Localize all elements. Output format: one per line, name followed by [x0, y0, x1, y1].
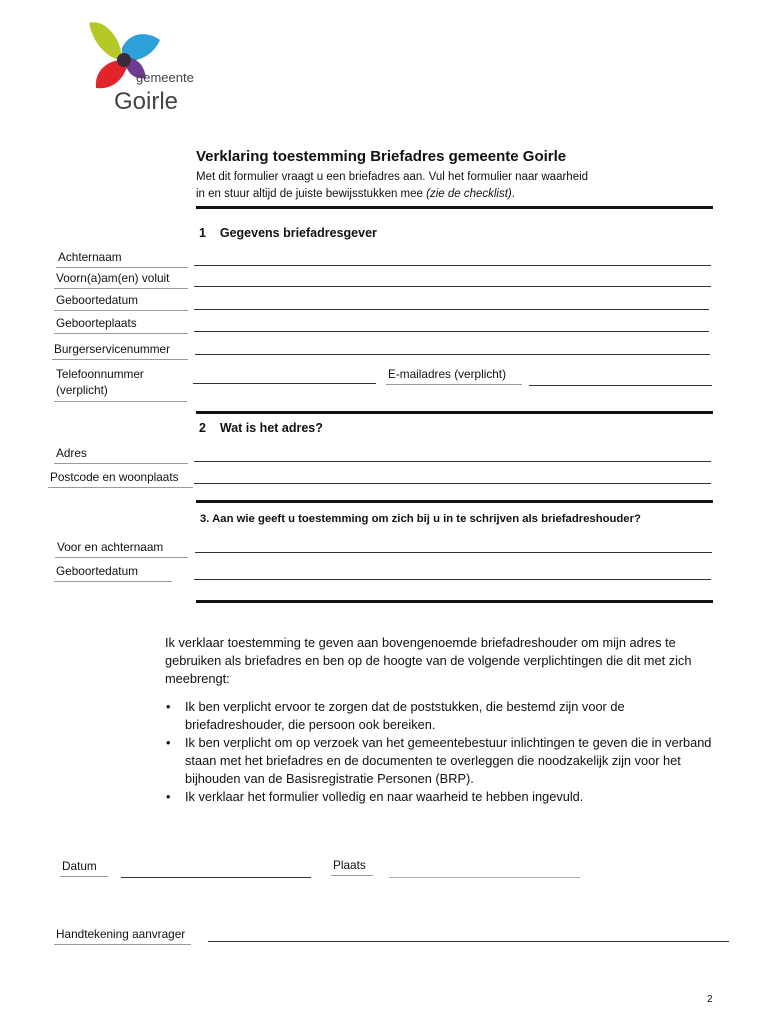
input-geboortedatum[interactable] [194, 309, 709, 310]
label-voor-en-achternaam: Voor en achternaam [55, 540, 188, 558]
intro-text: Met dit formulier vraagt u een briefadres aan. Vul het formulier naar waarheid in en stuur altijd de juiste bewijsstukken mee (zie de checklist). [196, 171, 589, 200]
svg-text:Goirle: Goirle [114, 88, 179, 115]
declaration-text [165, 634, 725, 806]
label-adres: Adres [54, 446, 188, 464]
input-postcode-woonplaats[interactable] [194, 483, 711, 484]
label-achternaam: Achternaam [56, 250, 188, 268]
section-divider [196, 600, 713, 603]
input-handtekening[interactable] [208, 941, 729, 942]
list-item: • Ik ben verplicht ervoor te zorgen dat de poststukken, die bestemd zijn voor de briefadreshouder, die persoon ook bereiken. [185, 698, 725, 734]
page-title: Verklaring toestemming Briefadres gemeente Goirle [196, 148, 567, 165]
input-geboortedatum-houder[interactable] [194, 579, 711, 580]
svg-text:gemeente: gemeente [136, 70, 194, 85]
section-divider [196, 500, 713, 503]
label-geboortedatum: Geboortedatum [54, 293, 188, 311]
obligations-list [165, 698, 725, 806]
input-datum[interactable] [121, 877, 311, 878]
label-emailadres: E-mailadres (verplicht) [386, 367, 522, 385]
label-handtekening: Handtekening aanvrager [54, 927, 191, 945]
list-item: • Ik ben verplicht om op verzoek van het gemeentebestuur inlichtingen te geven die in verband staan met het briefadres en de documenten te overleggen die noodzakelijk zijn voor het bijhouden van de Basisregistratie Personen (BRP). [185, 734, 725, 788]
page-number: 2 [707, 994, 713, 1005]
label-telefoonnummer: Telefoonnummer (verplicht) [54, 366, 187, 402]
label-voornamen: Voorn(a)am(en) voluit [54, 271, 188, 289]
section-1-heading: 1 Gegevens briefadresgever [199, 226, 377, 240]
input-voornamen[interactable] [194, 286, 711, 287]
input-adres[interactable] [194, 461, 711, 462]
input-plaats[interactable] [389, 877, 580, 878]
section-divider [196, 411, 713, 414]
label-burgerservicenummer: Burgerservicenummer [52, 342, 188, 360]
input-achternaam[interactable] [194, 265, 711, 266]
label-plaats: Plaats [331, 858, 373, 876]
input-telefoonnummer[interactable] [193, 383, 376, 384]
section-divider [196, 206, 713, 209]
section-2-heading: 2 Wat is het adres? [199, 421, 323, 435]
label-datum: Datum [60, 859, 108, 877]
gemeente-goirle-logo [84, 18, 214, 118]
butterfly-icon [84, 18, 214, 118]
label-postcode-woonplaats: Postcode en woonplaats [48, 470, 193, 488]
declaration-paragraph: Ik verklaar toestemming te geven aan bovengenoemde briefadreshouder om mijn adres te gebruiken als briefadres en ben op de hoogte van de volgende verplichtingen die dit met zich meebrengt: [165, 635, 692, 686]
input-burgerservicenummer[interactable] [195, 354, 710, 355]
input-emailadres[interactable] [529, 385, 712, 386]
input-voor-en-achternaam[interactable] [195, 552, 712, 553]
label-geboortedatum-houder: Geboortedatum [54, 564, 172, 582]
list-item: • Ik verklaar het formulier volledig en naar waarheid te hebben ingevuld. [185, 788, 725, 806]
section-3-heading: 3. Aan wie geeft u toestemming om zich bij u in te schrijven als briefadreshouder? [200, 513, 641, 525]
input-geboorteplaats[interactable] [194, 331, 709, 332]
label-geboorteplaats: Geboorteplaats [54, 316, 188, 334]
